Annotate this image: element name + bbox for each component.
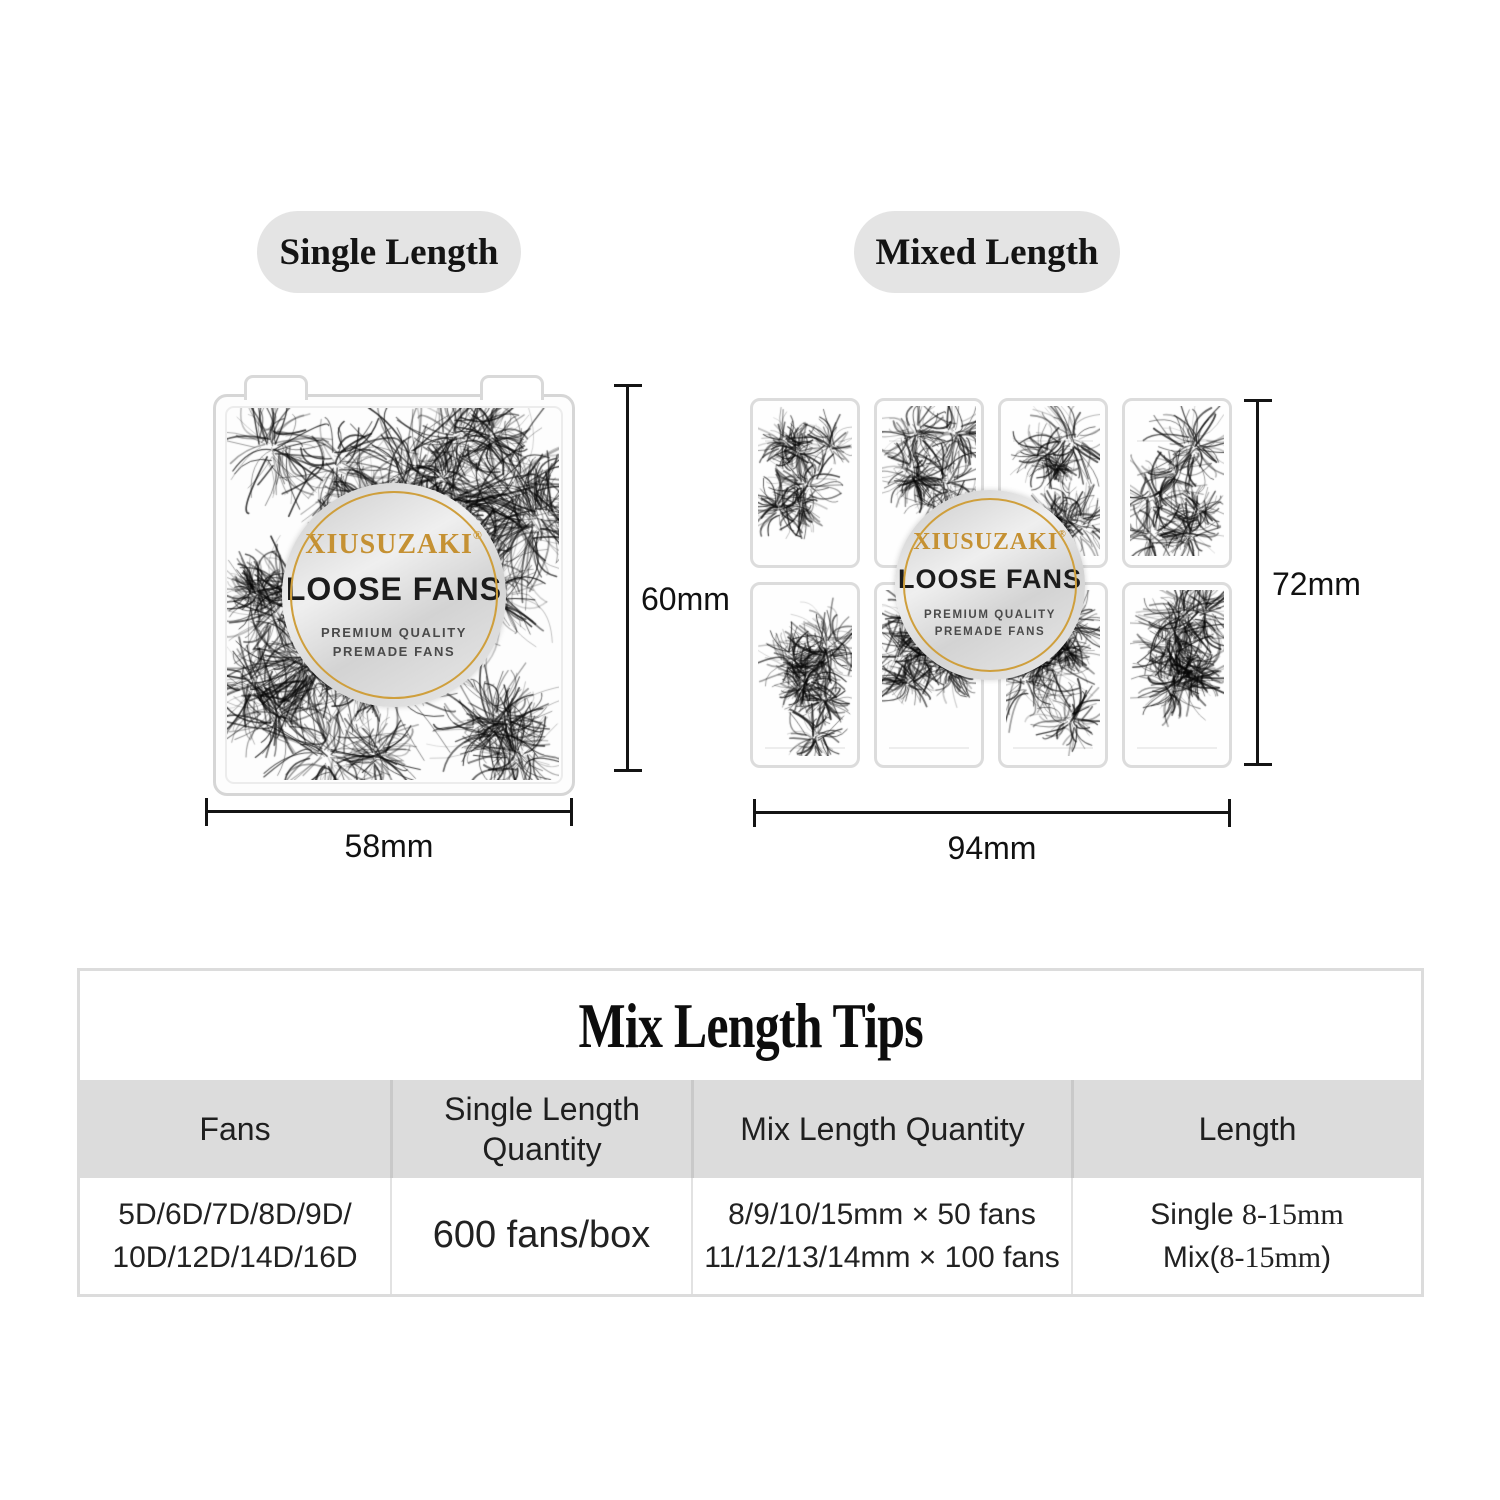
width-dimension-line-mixed bbox=[753, 811, 1231, 814]
lash-texture bbox=[1130, 590, 1224, 756]
cell-fans bbox=[80, 1178, 390, 1294]
table-title-row bbox=[80, 971, 1421, 1080]
registered-mark: ® bbox=[472, 528, 483, 542]
length-line1 bbox=[1150, 1193, 1343, 1237]
lash-compartment bbox=[750, 398, 860, 568]
fans-line1: 5D/6D/7D/8D/9D/ bbox=[118, 1197, 352, 1231]
fans-line2: 10D/12D/14D/16D bbox=[112, 1241, 358, 1274]
column-header-mix-length-quantity: Mix Length Quantity bbox=[691, 1080, 1071, 1178]
length-line2-suffix: ) bbox=[1321, 1241, 1332, 1274]
length-line1-value: 8-15mm bbox=[1242, 1197, 1344, 1231]
length-line2 bbox=[1163, 1236, 1331, 1280]
cell-single-length-quantity bbox=[390, 1178, 691, 1294]
table-data-row bbox=[80, 1178, 1421, 1294]
lash-compartment bbox=[1122, 398, 1232, 568]
product-name: LOOSE FANS bbox=[285, 570, 503, 607]
height-dimension-line-single bbox=[626, 384, 629, 772]
single-quantity-value: 600 fans/box bbox=[432, 1214, 651, 1257]
gold-ring bbox=[903, 498, 1077, 672]
length-line2-prefix: Mix( bbox=[1162, 1241, 1220, 1274]
mixed-length-badge-label: Mixed Length bbox=[875, 231, 1099, 273]
tagline-line1: PREMIUM QUALITY bbox=[924, 608, 1056, 621]
table-title: Mix Length Tips bbox=[578, 989, 923, 1061]
mix-quantity-line2: 11/12/13/14mm × 100 fans bbox=[704, 1241, 1060, 1274]
width-dimension-label-single: 58mm bbox=[344, 828, 434, 864]
tagline-line1: PREMIUM QUALITY bbox=[320, 624, 468, 640]
mixed-length-box bbox=[750, 398, 1232, 768]
box-hinge bbox=[480, 375, 544, 400]
brand-label bbox=[282, 483, 506, 707]
gold-ring bbox=[290, 491, 498, 699]
height-dimension-label-mixed: 72mm bbox=[1272, 566, 1361, 602]
lash-texture bbox=[1130, 406, 1224, 556]
table-header-row bbox=[80, 1080, 1421, 1178]
lash-texture bbox=[758, 406, 852, 556]
single-length-badge bbox=[257, 211, 521, 293]
tagline-line2: PREMADE FANS bbox=[934, 626, 1046, 638]
single-length-badge-label: Single Length bbox=[279, 231, 499, 273]
lash-compartment bbox=[1122, 582, 1232, 768]
height-dimension-line-mixed bbox=[1256, 399, 1259, 766]
mixed-length-badge bbox=[854, 211, 1120, 293]
lash-compartment bbox=[750, 582, 860, 768]
cell-length bbox=[1071, 1178, 1421, 1294]
width-dimension-line-single bbox=[205, 810, 573, 813]
tagline-line2: PREMADE FANS bbox=[332, 644, 456, 659]
length-line1-prefix: Single bbox=[1150, 1197, 1243, 1231]
length-line2-value: 8-15mm bbox=[1219, 1241, 1322, 1274]
column-header-fans: Fans bbox=[199, 1111, 271, 1147]
column-header-single-length-quantity: Single Length Quantity bbox=[390, 1080, 691, 1178]
brand-label bbox=[895, 490, 1085, 680]
single-length-box bbox=[213, 394, 575, 796]
column-header-length: Length bbox=[1071, 1080, 1421, 1178]
product-name: LOOSE FANS bbox=[897, 563, 1083, 594]
lash-texture bbox=[758, 590, 852, 756]
brand-name-text: XIUSUZAKI bbox=[913, 528, 1059, 555]
mix-quantity-line1: 8/9/10/15mm × 50 fans bbox=[728, 1197, 1036, 1231]
registered-mark: ® bbox=[1058, 528, 1067, 540]
brand-name-text: XIUSUZAKI bbox=[305, 528, 473, 560]
box-hinge bbox=[244, 375, 308, 400]
mix-length-tips-table bbox=[77, 968, 1424, 1297]
width-dimension-label-mixed: 94mm bbox=[947, 830, 1037, 866]
height-dimension-label-single: 60mm bbox=[641, 581, 730, 617]
cell-mix-length-quantity bbox=[691, 1178, 1071, 1294]
